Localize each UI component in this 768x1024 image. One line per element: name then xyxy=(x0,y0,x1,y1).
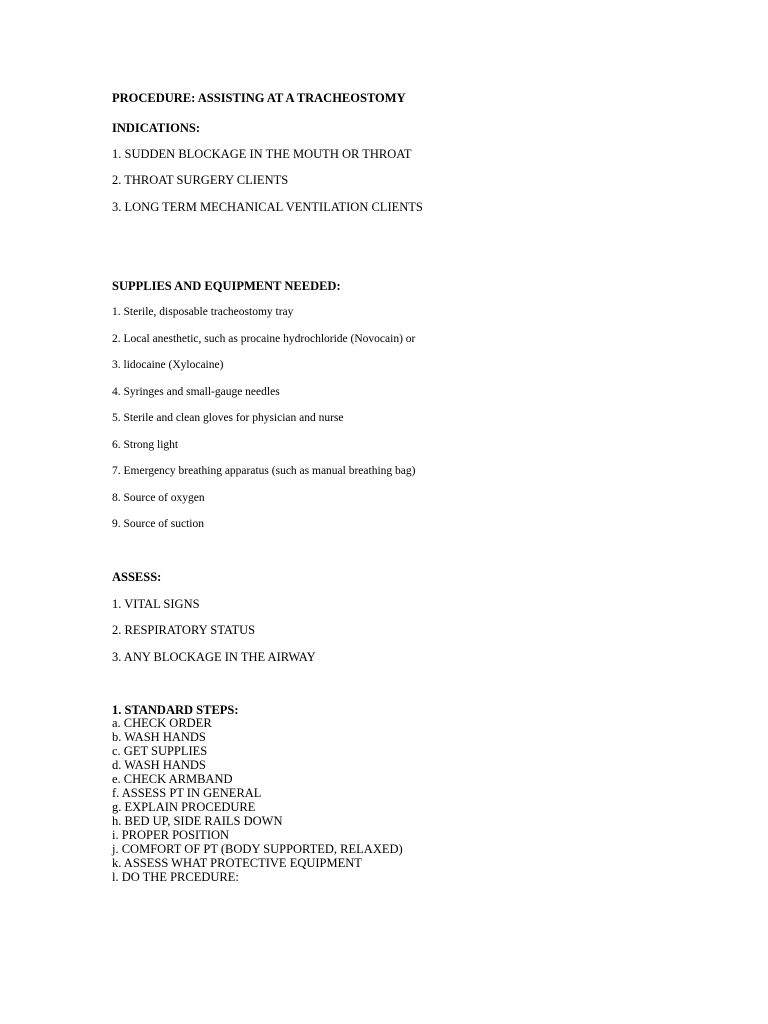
assess-item: 3. ANY BLOCKAGE IN THE AIRWAY xyxy=(112,650,316,664)
supply-item: 8. Source of oxygen xyxy=(112,492,205,504)
supply-item: 2. Local anesthetic, such as procaine hydrochloride (Novocain) or xyxy=(112,333,416,345)
standard-steps-heading: 1. STANDARD STEPS: xyxy=(112,703,239,717)
indications-heading: INDICATIONS: xyxy=(112,121,200,135)
assess-item: 1. VITAL SIGNS xyxy=(112,597,200,611)
step-item: k. ASSESS WHAT PROTECTIVE EQUIPMENT xyxy=(112,856,362,870)
supply-item: 5. Sterile and clean gloves for physician and nurse xyxy=(112,412,344,424)
supply-item: 9. Source of suction xyxy=(112,518,204,530)
supply-item: 4. Syringes and small-gauge needles xyxy=(112,386,280,398)
step-item: a. CHECK ORDER xyxy=(112,716,212,730)
step-item: i. PROPER POSITION xyxy=(112,828,230,842)
supply-item: 1. Sterile, disposable tracheostomy tray xyxy=(112,306,294,318)
indication-item: 3. LONG TERM MECHANICAL VENTILATION CLIENTS xyxy=(112,200,423,214)
step-item: h. BED UP, SIDE RAILS DOWN xyxy=(112,814,283,828)
step-item: j. COMFORT OF PT (BODY SUPPORTED, RELAXED) xyxy=(112,842,403,856)
step-item: d. WASH HANDS xyxy=(112,758,206,772)
assess-item: 2. RESPIRATORY STATUS xyxy=(112,623,256,637)
supply-item: 6. Strong light xyxy=(112,439,179,451)
step-item: g. EXPLAIN PROCEDURE xyxy=(112,800,256,814)
supplies-heading: SUPPLIES AND EQUIPMENT NEEDED: xyxy=(112,279,341,293)
page-title: PROCEDURE: ASSISTING AT A TRACHEOSTOMY xyxy=(112,91,406,105)
step-item: c. GET SUPPLIES xyxy=(112,744,208,758)
supply-item: 3. lidocaine (Xylocaine) xyxy=(112,359,224,371)
step-item: l. DO THE PRCEDURE: xyxy=(112,870,239,884)
step-item: b. WASH HANDS xyxy=(112,730,206,744)
step-item: f. ASSESS PT IN GENERAL xyxy=(112,786,262,800)
indication-item: 1. SUDDEN BLOCKAGE IN THE MOUTH OR THROAT xyxy=(112,147,412,161)
supply-item: 7. Emergency breathing apparatus (such as manual breathing bag) xyxy=(112,465,416,477)
indication-item: 2. THROAT SURGERY CLIENTS xyxy=(112,173,289,187)
assess-heading: ASSESS: xyxy=(112,570,162,584)
step-item: e. CHECK ARMBAND xyxy=(112,772,233,786)
